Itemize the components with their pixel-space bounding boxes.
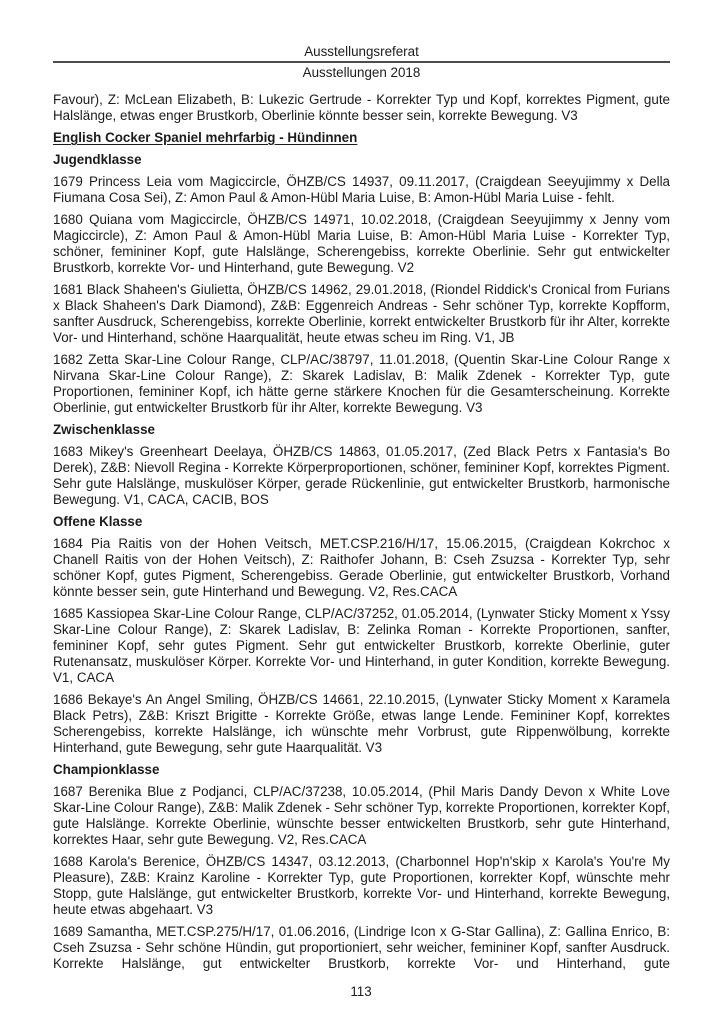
paragraph-continuation: Favour), Z: McLean Elizabeth, B: Lukezic Gertrude - Korrekter Typ und Kopf, korrektes Pigment, gute Halslänge, etwas enger Brustkorb, Oberlinie könnte besser sein, korrekte Bewegung. V3 — [53, 92, 670, 123]
header-subtitle: Ausstellungen 2018 — [302, 65, 421, 80]
entry-1682: 1682 Zetta Skar-Line Colour Range, CLP/AC/38797, 11.01.2018, (Quentin Skar-Line Colour Range x Nirvana Skar-Line Colour Range), Z: Skarek Ladislav, B: Malik Zdenek - Korrekter Typ, gute Proportionen, femininer Kopf, ich hätte gerne stärkere Knochen für die Gesamterscheinung. Korrekte Oberlinie, gut entwickelter Brustkorb für ihr Alter, korrekte Bewegung. V3 — [53, 352, 670, 415]
entry-1680: 1680 Quiana vom Magiccircle, ÖHZB/CS 14971, 10.02.2018, (Craigdean Seeyujimmy x Jenny vom Magiccircle), Z: Amon Paul & Amon-Hübl Maria Luise, B: Amon-Hübl Maria Luise - Korrekter Typ, schöner, femininer Kopf, gute Halslänge, Scherengebiss, korrekte Oberlinie. Sehr gut entwickelter Brustkorb, korrekte Vor- und Hinterhand, gute Bewegung. V2 — [53, 212, 670, 275]
page-content — [53, 44, 670, 972]
entry-1684: 1684 Pia Raitis von der Hohen Veitsch, MET.CSP.216/H/17, 15.06.2015, (Craigdean Kokrchoc x Chanell Raitis von der Hohen Veitsch), Z: Raithofer Johann, B: Cseh Zsuzsa - Korrekter Typ, sehr schöner Kopf, gutes Pigment, Scherengebiss. Gerade Oberlinie, gut entwickelter Brustkorb, Vorhand könnte besser sein, gute Hinterhand und Bewegung. V2, Res.CACA — [53, 536, 670, 599]
header-title: Ausstellungsreferat — [304, 44, 419, 59]
breed-heading: English Cocker Spaniel mehrfarbig - Hündinnen — [53, 130, 358, 145]
class-heading-jugendklasse: Jugendklasse — [53, 152, 142, 167]
entry-1689: 1689 Samantha, MET.CSP.275/H/17, 01.06.2016, (Lindrige Icon x G-Star Gallina), Z: Gallina Enrico, B: Cseh Zsuzsa - Sehr schöne Hündin, gut proportioniert, sehr weicher, femininer Kopf, sanfter Ausdruck. Korrekte Halslänge, gut entwickelter Brustkorb, korrekte Vor- und Hinterhand, gute — [53, 924, 670, 971]
entry-1679: 1679 Princess Leia vom Magiccircle, ÖHZB/CS 14937, 09.11.2017, (Craigdean Seeyujimmy x Della Fiumana Cosa Sei), Z: Amon Paul & Amon-Hübl Maria Luise, B: Amon-Hübl Maria Luise - fehlt. — [53, 174, 670, 205]
entry-1686: 1686 Bekaye's An Angel Smiling, ÖHZB/CS 14661, 22.10.2015, (Lynwater Sticky Moment x Karamela Black Petrs), Z&B: Kriszt Brigitte - Korrekte Größe, etwas lange Lende. Femininer Kopf, korrektes Scherengebiss, korrekte Halslänge, ich wünschte mehr Vorbrust, gute Rippenwölbung, korrekte Hinterhand, gute Bewegung, sehr gute Haarqualität. V3 — [53, 692, 670, 755]
entry-1687: 1687 Berenika Blue z Podjanci, CLP/AC/37238, 10.05.2014, (Phil Maris Dandy Devon x White Love Skar-Line Colour Range), Z&B: Malik Zdenek - Sehr schöner Typ, korrekte Proportionen, korrekter Kopf, gute Halslänge. Korrekte Oberlinie, wünschte besser entwickelten Brustkorb, sehr gute Hinterhand, korrektes Haar, sehr gute Bewegung. V2, Res.CACA — [53, 784, 670, 847]
report-body — [53, 92, 670, 972]
entry-1681: 1681 Black Shaheen's Giulietta, ÖHZB/CS 14962, 29.01.2018, (Riondel Riddick's Cronical from Furians x Black Shaheen's Dark Diamond), Z&B: Eggenreich Andreas - Sehr schöner Typ, korrekte Kopfform, sanfter Ausdruck, Scherengebiss, korrekte Oberlinie, korrekt entwickelter Brustkorb für ihr Alter, korrekte Vor- und Hinterhand, schöne Haarqualität, heute etwas scheu im Ring. V1, JB — [53, 282, 670, 345]
class-heading-zwischenklasse: Zwischenklasse — [53, 422, 155, 437]
header-divider — [53, 61, 670, 63]
class-heading-offene-klasse: Offene Klasse — [53, 514, 143, 529]
page-footer — [0, 984, 722, 1000]
page-number: 113 — [350, 984, 372, 999]
page-header — [53, 44, 670, 81]
entry-1683: 1683 Mikey's Greenheart Deelaya, ÖHZB/CS 14863, 01.05.2017, (Zed Black Petrs x Fantasia's Bo Derek), Z&B: Nievoll Regina - Korrekte Körperproportionen, schöner, femininer Kopf, korrektes Pigment. Sehr gute Halslänge, muskulöser Körper, gerade Rückenlinie, gut entwickelter Brustkorb, harmonische Bewegung. V1, CACA, CACIB, BOS — [53, 444, 670, 507]
class-heading-championklasse: Championklasse — [53, 762, 160, 777]
entry-1685: 1685 Kassiopea Skar-Line Colour Range, CLP/AC/37252, 01.05.2014, (Lynwater Sticky Moment x Yssy Skar-Line Colour Range), Z: Skarek Ladislav, B: Zelinka Roman - Korrekte Proportionen, sanfter, femininer Kopf, sehr gutes Pigment. Sehr gut entwickelter Brustkorb, korrekte Oberlinie, guter Rutenansatz, muskulöser Körper. Korrekte Vor- und Hinterhand, in guter Kondition, korrekte Bewegung. V1, CACA — [53, 606, 670, 685]
entry-1688: 1688 Karola's Berenice, ÖHZB/CS 14347, 03.12.2013, (Charbonnel Hop'n'skip x Karola's You're My Pleasure), Z&B: Krainz Karoline - Korrekter Typ, gute Proportionen, korrekter Kopf, wünschte mehr Stopp, gute Halslänge, gut entwickelter Brustkorb, korrekte Vor- und Hinterhand, korrekte Bewegung, heute etwas abgehaart. V3 — [53, 854, 670, 917]
